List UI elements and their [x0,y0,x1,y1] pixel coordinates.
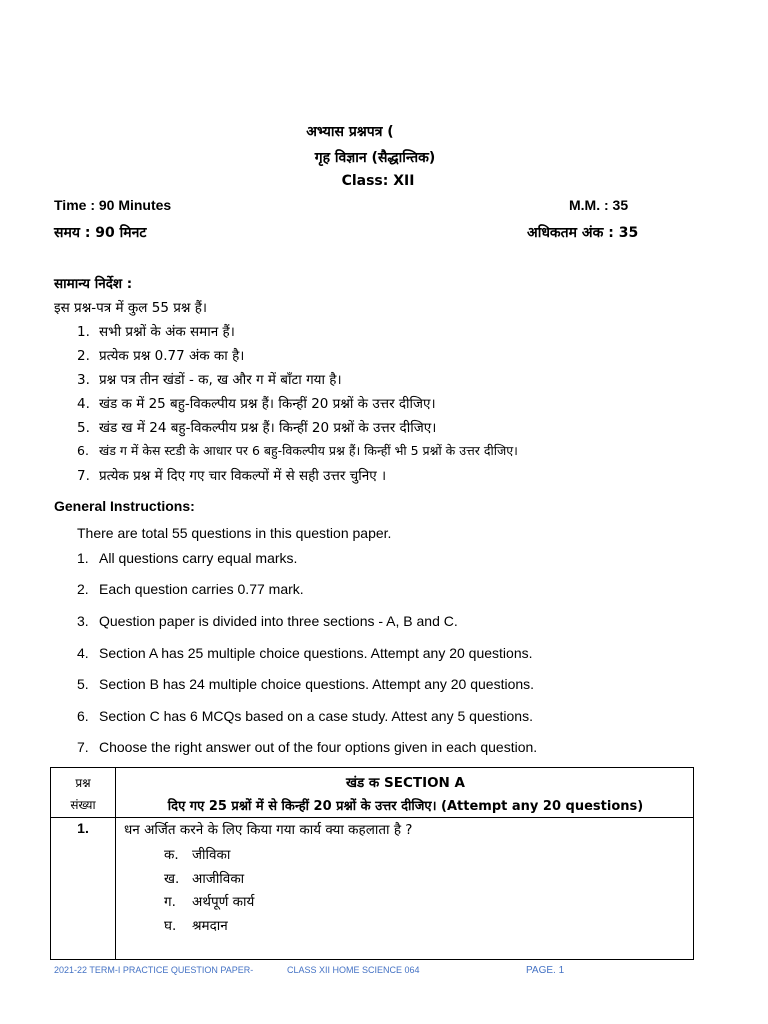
english-instruction-item: 1. All questions carry equal marks. [77,550,298,566]
english-instruction-item: 3. Question paper is divided into three sections - A, B and C. [77,613,458,629]
time-english: Time : 90 Minutes [54,197,172,213]
hindi-instruction-item: 1. सभी प्रश्नों के अंक समान हैं। [77,324,235,340]
hindi-instruction-item: 2. प्रत्येक प्रश्न 0.77 अंक का है। [77,348,245,364]
section-title: खंड क SECTION A [345,775,466,791]
hindi-instruction-item: 3. प्रश्न पत्र तीन खंडों - क, ख और ग में बाँटा गया है। [77,372,342,388]
english-instruction-item: 7. Choose the right answer out of the four options given in each question. [77,739,538,755]
max-marks-english: M.M. : 35 [569,197,629,213]
paper-title: अभ्यास प्रश्नपत्र ( [306,124,394,140]
english-instruction-item: 2. Each question carries 0.77 mark. [77,581,304,597]
answer-option: घ. श्रमदान [164,918,228,934]
hindi-instruction-item: 6. खंड ग में केस स्टडी के आधार पर 6 बहु-विकल्पीय प्रश्न हैं। किन्हीं भी 5 प्रश्नों के उत्तर दीजिए। [77,443,518,458]
class-title: Class: XII [341,173,415,189]
hindi-instructions-intro: इस प्रश्न-पत्र में कुल 55 प्रश्न हैं। [54,300,208,316]
answer-option: ख. आजीविका [164,871,245,887]
hindi-instructions-heading: सामान्य निर्देश : [54,276,133,292]
question-text: धन अर्जित करने के लिए किया गया कार्य क्या कहलाता है ? [124,822,413,838]
question-number: 1. [77,820,89,836]
english-instruction-item: 6. Section C has 6 MCQs based on a case study. Attest any 5 questions. [77,708,533,724]
english-instruction-item: 5. Section B has 24 multiple choice questions. Attempt any 20 questions. [77,676,535,692]
footer-left: 2021-22 TERM-I PRACTICE QUESTION PAPER- [54,965,254,975]
english-instructions-heading: General Instructions: [54,498,195,514]
english-instructions-intro: There are total 55 questions in this question paper. [77,525,392,541]
footer-middle: CLASS XII HOME SCIENCE 064 [287,965,420,975]
max-marks-hindi: अधिकतम अंक : 35 [527,225,639,241]
subject-title: गृह विज्ञान (सैद्धान्तिक) [314,150,436,166]
row-divider [51,817,693,818]
hindi-instruction-item: 4. खंड क में 25 बहु-विकल्पीय प्रश्न हैं। किन्हीं 20 प्रश्नों के उत्तर दीजिए। [77,396,436,412]
answer-option: ग. अर्थपूर्ण कार्य [164,894,255,910]
question-table [50,767,694,960]
hindi-instruction-item: 7. प्रत्येक प्रश्न में दिए गए चार विकल्पों में से सही उत्तर चुनिए । [77,468,387,484]
answer-option: क. जीविका [164,847,231,863]
section-instruction: दिए गए 25 प्रश्नों में से किन्हीं 20 प्रश्नों के उत्तर दीजिए। (Attempt any 20 questions) [167,799,644,814]
time-hindi: समय : 90 मिनट [54,225,147,241]
hindi-instruction-item: 5. खंड ख में 24 बहु-विकल्पीय प्रश्न हैं। किन्हीं 20 प्रश्नों के उत्तर दीजिए। [77,420,437,436]
question-number-header-line2: संख्या [70,798,96,812]
page-number: PAGE. 1 [526,965,565,976]
english-instruction-item: 4. Section A has 25 multiple choice questions. Attempt any 20 questions. [77,645,533,661]
question-number-header: प्रश्न [75,776,91,790]
